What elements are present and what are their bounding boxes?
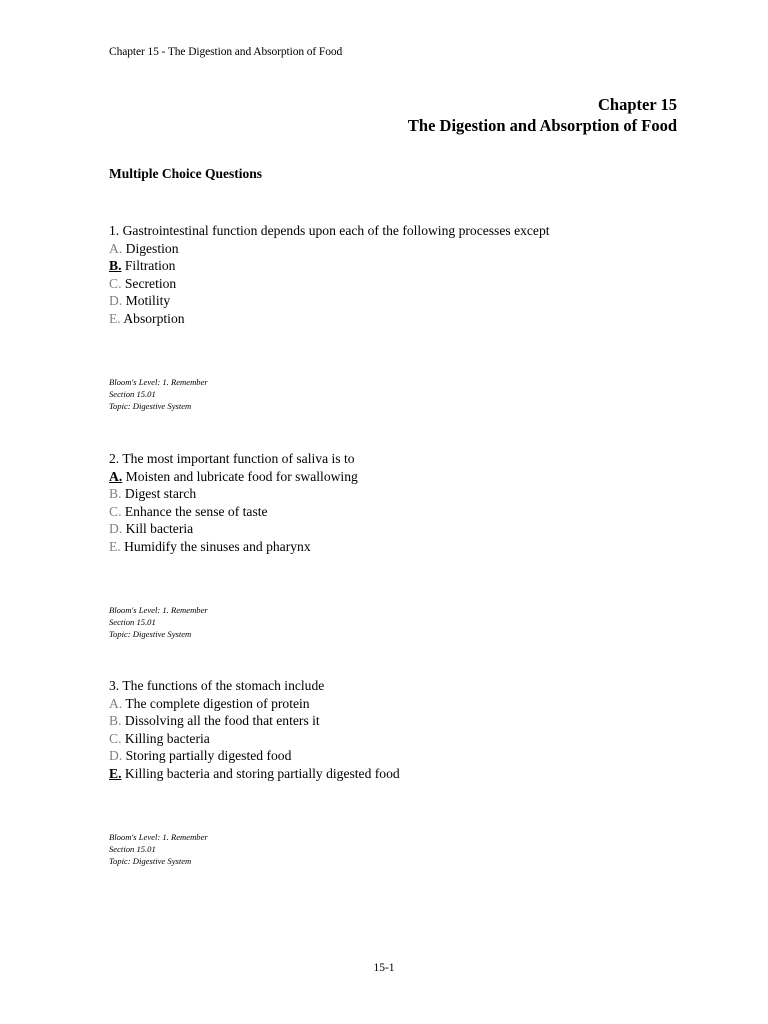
blooms-level: Bloom's Level: 1. Remember — [109, 376, 208, 387]
option-text: Filtration — [124, 258, 176, 274]
question-stem: 1. Gastrointestinal function depends upon each of the following processes except — [109, 223, 550, 238]
section-ref: Section 15.01 — [109, 616, 156, 627]
option-text: Kill bacteria — [125, 521, 194, 537]
question-3 — [109, 677, 400, 867]
option-text: The complete digestion of protein — [125, 695, 310, 711]
option-d — [109, 520, 358, 538]
chapter-number: Chapter 15 — [598, 95, 677, 114]
blooms-level: Bloom's Level: 1. Remember — [109, 831, 208, 842]
option-e — [109, 310, 550, 328]
blooms-level: Bloom's Level: 1. Remember — [109, 604, 208, 615]
option-a — [109, 240, 550, 258]
option-letter: E. — [109, 765, 122, 781]
option-letter: C. — [109, 275, 122, 291]
option-letter: E. — [109, 310, 121, 326]
option-a-correct — [109, 468, 358, 486]
option-letter: B. — [109, 713, 122, 729]
option-c — [109, 730, 400, 748]
option-letter: A. — [109, 468, 123, 484]
option-letter: D. — [109, 748, 123, 764]
option-letter: C. — [109, 730, 122, 746]
option-b — [109, 712, 400, 730]
option-d — [109, 747, 400, 765]
question-stem: 2. The most important function of saliva is to — [109, 451, 355, 466]
option-b — [109, 485, 358, 503]
option-letter: E. — [109, 538, 121, 554]
option-letter: B. — [109, 258, 122, 274]
question-2 — [109, 450, 358, 640]
section-ref: Section 15.01 — [109, 843, 156, 854]
option-text: Storing partially digested food — [125, 748, 292, 764]
page-number: 15-1 — [373, 962, 395, 974]
option-text: Digest starch — [124, 486, 197, 502]
running-header: Chapter 15 - The Digestion and Absorption of Food — [109, 46, 343, 58]
option-a — [109, 695, 400, 713]
topic: Topic: Digestive System — [109, 628, 192, 639]
section-heading: Multiple Choice Questions — [109, 166, 263, 181]
option-text: Moisten and lubricate food for swallowing — [125, 468, 358, 484]
question-metadata — [109, 604, 358, 640]
option-e-correct — [109, 765, 400, 783]
question-1 — [109, 222, 550, 412]
question-metadata — [109, 376, 550, 412]
topic: Topic: Digestive System — [109, 855, 192, 866]
option-text: Absorption — [123, 310, 185, 326]
option-d — [109, 292, 550, 310]
chapter-title: The Digestion and Absorption of Food — [407, 116, 677, 135]
option-text: Digestion — [125, 240, 179, 256]
option-text: Secretion — [124, 275, 177, 291]
question-metadata — [109, 831, 400, 867]
option-letter: D. — [109, 293, 123, 309]
option-text: Killing bacteria — [124, 730, 210, 746]
option-text: Killing bacteria and storing partially digested food — [124, 765, 400, 781]
topic: Topic: Digestive System — [109, 400, 192, 411]
option-text: Motility — [125, 293, 171, 309]
option-e — [109, 538, 358, 556]
chapter-title-block — [408, 94, 677, 136]
option-c — [109, 503, 358, 521]
section-ref: Section 15.01 — [109, 388, 156, 399]
option-b-correct — [109, 257, 550, 275]
option-letter: A. — [109, 695, 123, 711]
option-letter: B. — [109, 486, 122, 502]
option-letter: C. — [109, 503, 122, 519]
option-text: Dissolving all the food that enters it — [124, 713, 320, 729]
option-letter: A. — [109, 240, 123, 256]
option-letter: D. — [109, 521, 123, 537]
option-c — [109, 275, 550, 293]
question-stem: 3. The functions of the stomach include — [109, 678, 325, 693]
option-text: Humidify the sinuses and pharynx — [124, 538, 311, 554]
option-text: Enhance the sense of taste — [124, 503, 268, 519]
